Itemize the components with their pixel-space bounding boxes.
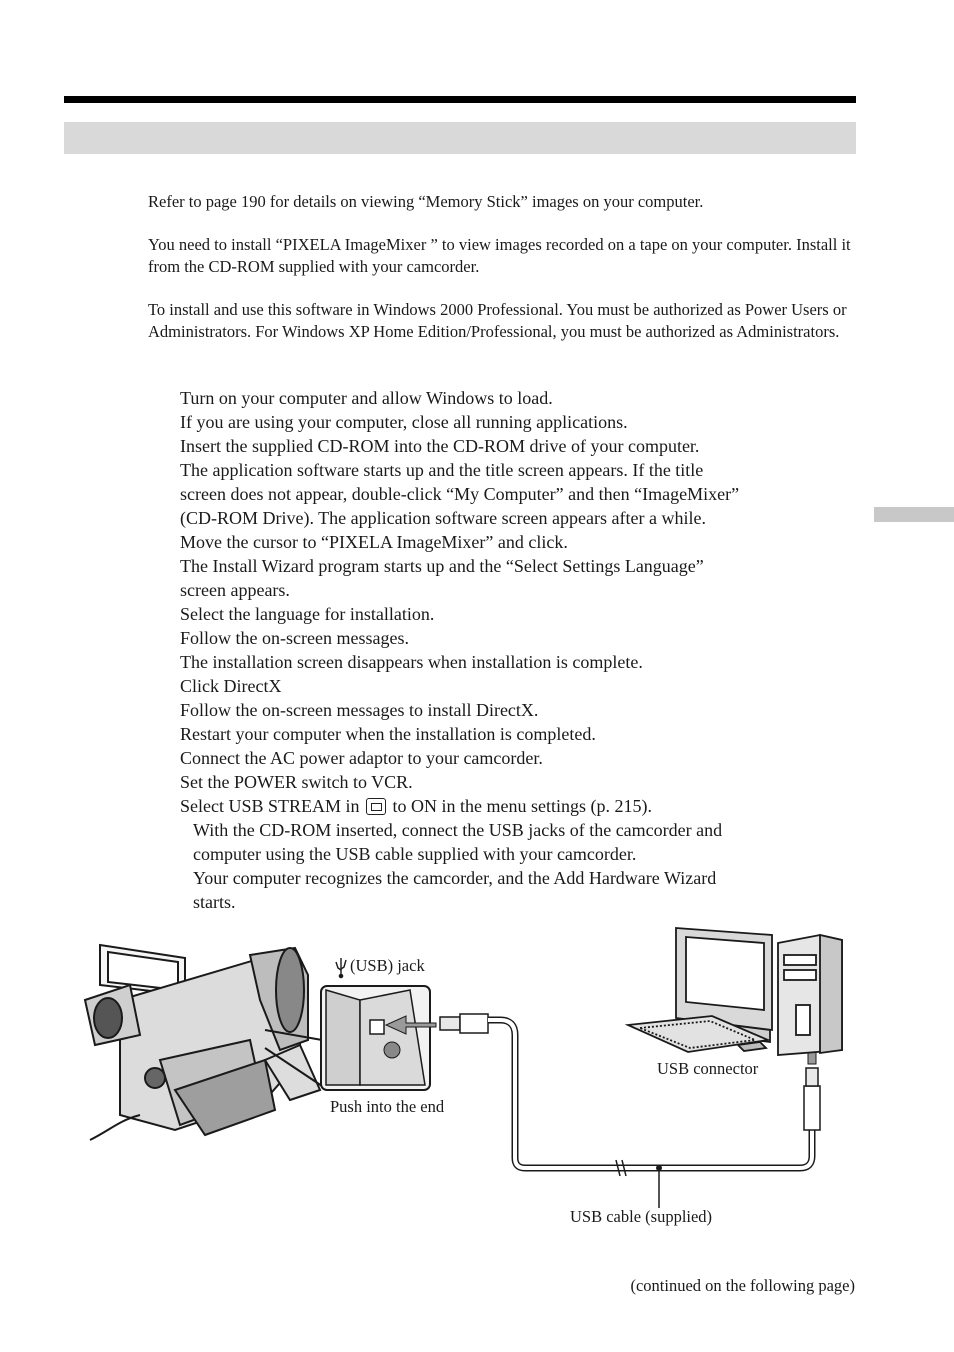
step-line: screen appears.: [180, 580, 290, 600]
push-into-end-label: Push into the end: [330, 1097, 445, 1116]
usb-cable-label: USB cable (supplied): [570, 1207, 713, 1226]
step-line: Follow the on-screen messages.: [180, 628, 409, 648]
step-line: The installation screen disappears when installation is complete.: [180, 652, 643, 672]
intro-paragraph-3: To install and use this software in Windows 2000 Professional. You must be authorized as Power Users or Administrators. For Windows XP Home Edition/Professional, you must be authorized as Administrators.: [148, 300, 847, 341]
step-line: The Install Wizard program starts up and the “Select Settings Language”: [180, 556, 704, 576]
step-line: Set the POWER switch to VCR.: [180, 772, 413, 792]
step-line: Select the language for installation.: [180, 604, 435, 624]
step-line-indented: computer using the USB cable supplied with your camcorder.: [193, 844, 637, 864]
step-line: Insert the supplied CD-ROM into the CD-ROM drive of your computer.: [180, 436, 700, 456]
usb-cable: [440, 1014, 822, 1208]
computer-illustration: [628, 928, 842, 1055]
step-line-indented: Your computer recognizes the camcorder, and the Add Hardware Wizard: [193, 868, 717, 888]
step-line: The application software starts up and the title screen appears. If the title: [180, 460, 704, 480]
step-line: Turn on your computer and allow Windows to load.: [180, 388, 553, 408]
step-line: Restart your computer when the installation is completed.: [180, 724, 596, 744]
camcorder-illustration: [85, 945, 322, 1140]
usb-jack-closeup: [321, 986, 436, 1090]
intro-paragraph-1: Refer to page 190 for details on viewing “Memory Stick” images on your computer.: [148, 192, 704, 211]
step-line-indented: With the CD-ROM inserted, connect the USB jacks of the camcorder and: [193, 820, 723, 840]
usb-connector-label: USB connector: [657, 1059, 759, 1078]
step-usb-before: Select USB STREAM in: [180, 796, 360, 816]
step-line: screen does not appear, double-click “My Computer” and then “ImageMixer”: [180, 484, 740, 504]
step-line: If you are using your computer, close all running applications.: [180, 412, 628, 432]
step-line: Move the cursor to “PIXELA ImageMixer” and click.: [180, 532, 568, 552]
step-line: Follow the on-screen messages to install DirectX.: [180, 700, 539, 720]
step-line: Click DirectX: [180, 676, 282, 696]
step-line: Connect the AC power adaptor to your camcorder.: [180, 748, 543, 768]
step-line: (CD-ROM Drive). The application software screen appears after a while.: [180, 508, 706, 528]
usb-jack-label: (USB) jack: [350, 956, 425, 975]
step-usb-after: to ON in the menu settings (p. 215).: [392, 796, 652, 816]
continued-footer: (continued on the following page): [630, 1276, 855, 1295]
usb-symbol-icon: [336, 958, 346, 978]
intro-paragraph-2: You need to install “PIXELA ImageMixer ” to view images recorded on a tape on your computer. Install it from the CD-ROM supplied with your camcorder.: [148, 235, 851, 276]
step-line-indented: starts.: [193, 892, 236, 912]
